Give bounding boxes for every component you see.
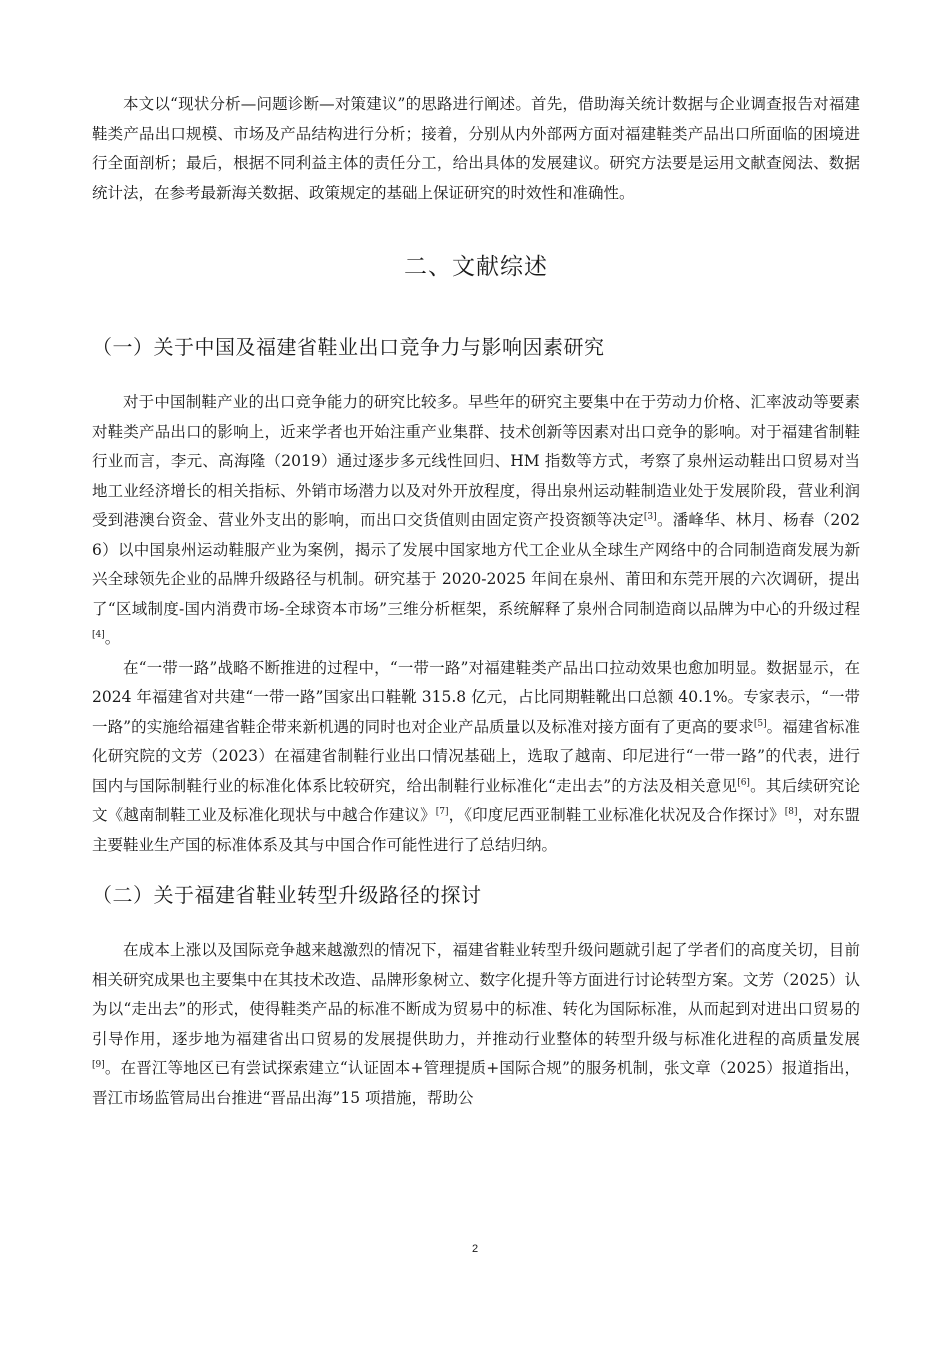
citation-ref: [6] <box>737 777 750 788</box>
text-segment: ，对东盟主要鞋业生产国的标准体系及其与中国合作可能性进行了总结归纳。 <box>92 806 860 854</box>
subsection-heading-1: （一）关于中国及福建省鞋业出口竞争力与影响因素研究 <box>92 335 605 359</box>
text-segment: 在成本上涨以及国际竞争越来越激烈的情况下，福建省鞋业转型升级问题就引起了学者们的高度关切，目前相关研究成果也主要集中在其技术改造、品牌形象树立、数字化提升等方面进行讨论转型方案。文芳（2025）认为以“走出去”的形式，使得鞋类产品的标准不断成为贸易中的标准、转化为国际标准，从而起到对进出口贸易的引导作用，逐步地为福建省出口贸易的发展提供助力，并推动行业整体的转型升级与标准化进程的高质量发展 <box>92 941 860 1048</box>
page-content <box>92 90 860 1113</box>
intro-paragraph: 本文以“现状分析—问题诊断—对策建议”的思路进行阐述。首先，借助海关统计数据与企业调查报告对福建鞋类产品出口规模、市场及产品结构进行分析；接着，分别从内外部两方面对福建鞋类产品出口所面临的困境进行全面剖析；最后，根据不同利益主体的责任分工，给出具体的发展建议。研究方法要是运用文献查阅法、数据统计法，在参考最新海关数据、政策规定的基础上保证研究的时效性和准确性。 <box>92 95 860 202</box>
text-segment: 。在晋江等地区已有尝试探索建立“认证固本+管理提质+国际合规”的服务机制，张文章（2025）报道指出，晋江市场监管局出台推进“晋品出海”15 项措施，帮助公 <box>92 1059 860 1107</box>
subsection-heading-2: （二）关于福建省鞋业转型升级路径的探讨 <box>92 883 482 907</box>
text-segment: ，《印度尼西亚制鞋工业标准化状况及合作探讨》 <box>448 806 785 824</box>
citation-ref: [5] <box>753 718 767 729</box>
text-segment: 对于中国制鞋产业的出口竞争能力的研究比较多。早些年的研究主要集中在于劳动力价格、汇率波动等要素对鞋类产品出口的影响上，近来学者也开始注重产业集群、技术创新等因素对出口竞争的影响。对于福建省制鞋行业而言，李元、高海隆（2019）通过逐步多元线性回归、HM 指数等方式，考察了泉州运动鞋出口贸易对当地工业经济增长的相关指标、外销市场潜力以及对外开放程度，得出泉州运动鞋制造业处于发展阶段，营业利润受到港澳台资金、营业外支出的影响，而出口交货值则由固定资产投资额等决定 <box>92 393 860 529</box>
text-segment: 。潘峰华、林月、杨春（2026）以中国泉州运动鞋服产业为案例，揭示了发展中国家地方代工企业从全球生产网络中的合同制造商发展为新兴全球领先企业的品牌升级路径与机制。研究基于 2020-2025 年间在泉州、莆田和东莞开展的六次调研，提出了“区域制度-国内消费市场-全球资本市场”三维分析框架，系统解释了泉州合同制造商以品牌为中心的升级过程 <box>92 511 860 618</box>
text-segment: 。福建省标准化研究院的文芳（2023）在福建省制鞋行业出口情况基础上，选取了越南、印尼进行“一带一路”的代表，进行国内与国际制鞋行业的标准化体系比较研究，给出制鞋行业标准化“走出去”的方法及相关意见 <box>92 717 860 795</box>
page-number: 2 <box>471 1243 479 1255</box>
citation-ref: [4] <box>92 629 105 640</box>
text-segment: 。 <box>104 629 121 647</box>
citation-ref: [9] <box>92 1059 105 1070</box>
paragraph-belt-and-road <box>92 654 860 861</box>
paragraph-upgrading <box>92 936 860 1113</box>
citation-ref: [8] <box>784 806 798 817</box>
citation-ref: [3] <box>643 511 657 522</box>
paragraph-competitiveness <box>92 388 860 654</box>
text-segment: 。其后续研究论文《越南制鞋工业及标准化现状与中越合作建议》 <box>92 776 860 824</box>
section-heading: 二、文献综述 <box>404 254 548 280</box>
text-segment: 在“一带一路”战略不断推进的过程中，“一带一路”对福建鞋类产品出口拉动效果也愈加明显。数据显示，在 2024 年福建省对共建“一带一路”国家出口鞋靴 315.8 亿元，占比同期鞋靴出口总额 40.1%。专家表示，“一带一路”的实施给福建省鞋企带来新机遇的同时也对企业产品质量以及标准对接方面有了更高的要求 <box>92 658 860 736</box>
citation-ref: [7] <box>435 806 449 817</box>
